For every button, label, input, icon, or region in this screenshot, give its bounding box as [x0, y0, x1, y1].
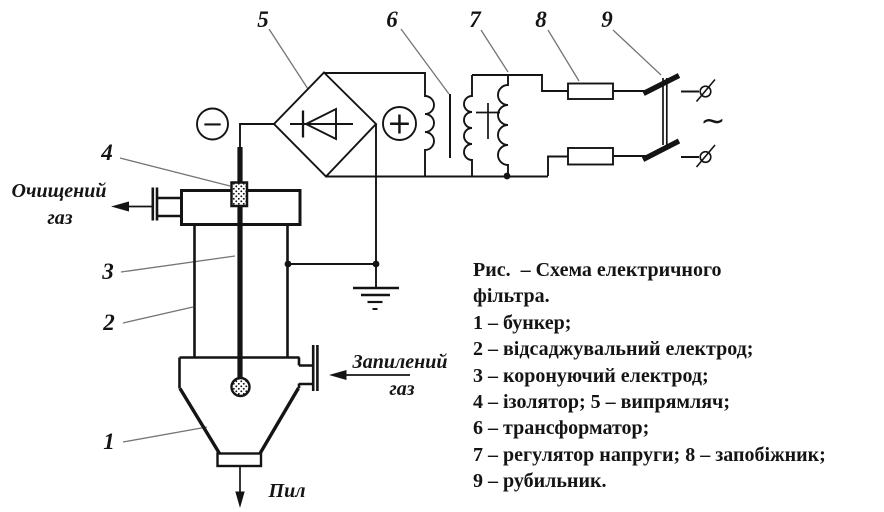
leader-8 [548, 30, 579, 81]
transformer-primary-winding [464, 75, 472, 176]
negative-lead-wire [240, 124, 274, 150]
dust-arrowhead [235, 492, 244, 509]
caption-line: 6 – трансформатор; [473, 417, 650, 439]
caption-line: 4 – ізолятор; 5 – випрямляч; [473, 391, 730, 413]
top-feed-wire [472, 75, 568, 91]
caption-line: фільтра. [473, 285, 550, 307]
dusty-gas-label-line2: газ [389, 378, 415, 400]
junction-dot-regulator [504, 173, 511, 180]
plus-sign: + [386, 106, 413, 142]
leader-1 [123, 427, 207, 442]
part-label-9: 9 [601, 7, 613, 32]
clean-gas-outlet-pipe [158, 198, 181, 216]
part-label-1: 1 [103, 429, 115, 454]
dusty-gas-label-line1: Запилений [352, 351, 448, 373]
clean-gas-label-line1: Очищений [11, 180, 107, 202]
junction-dot-ground [373, 261, 380, 268]
switch-blade-top [644, 76, 680, 94]
part-label-3: 3 [102, 259, 114, 284]
figure-caption [473, 259, 826, 492]
bottom-feed-wire [548, 157, 568, 177]
part-label-4: 4 [101, 140, 113, 165]
dusty-gas-arrowhead [329, 370, 347, 380]
leader-9 [613, 30, 661, 75]
leader-2 [123, 307, 193, 323]
hopper-walls [180, 388, 299, 454]
fuse-bottom [568, 148, 613, 165]
caption-line: 7 – регулятор напруги; 8 – запобіжник; [473, 444, 826, 466]
electrode-weight [232, 378, 250, 396]
knife-switch [643, 76, 679, 160]
part-label-7: 7 [469, 7, 481, 32]
caption-line: 3 – коронуючий електрод; [473, 365, 709, 387]
dust-label: Пил [268, 480, 306, 502]
regulator-adjust-cross [476, 103, 500, 139]
caption-line: Рис. – Схема електричного [473, 259, 722, 281]
part-label-8: 8 [535, 7, 547, 32]
caption-line: 9 – рубильник. [473, 470, 607, 492]
junction-dot-wall [285, 261, 292, 268]
dusty-gas-inlet-pipe [299, 366, 313, 385]
minus-sign: − [201, 109, 224, 140]
part-label-6: 6 [386, 7, 398, 32]
caption-line: 2 – відсаджувальний електрод; [473, 338, 754, 360]
leader-4 [120, 158, 230, 186]
switch-link-bar [663, 78, 667, 145]
leader-3 [121, 256, 235, 272]
clean-gas-label-line2: газ [47, 207, 73, 229]
part-label-2: 2 [103, 310, 115, 335]
leader-7 [481, 30, 508, 72]
dust-outlet-flange [218, 454, 262, 467]
leader-5 [269, 29, 308, 89]
switch-blade-bottom [643, 141, 679, 160]
fuse-top [568, 84, 613, 100]
outlet-flange [153, 188, 157, 221]
diode-symbol [290, 109, 353, 139]
electrofilter-vessel [111, 188, 410, 509]
ground-symbol [353, 288, 399, 309]
clean-gas-arrowhead [111, 202, 129, 212]
insulator [232, 183, 248, 207]
voltage-regulator-winding [498, 75, 508, 176]
inlet-flange [313, 345, 317, 391]
caption-line: 1 – бункер; [473, 312, 572, 334]
part-label-5: 5 [257, 7, 269, 32]
ac-symbol: ∼ [700, 103, 726, 139]
